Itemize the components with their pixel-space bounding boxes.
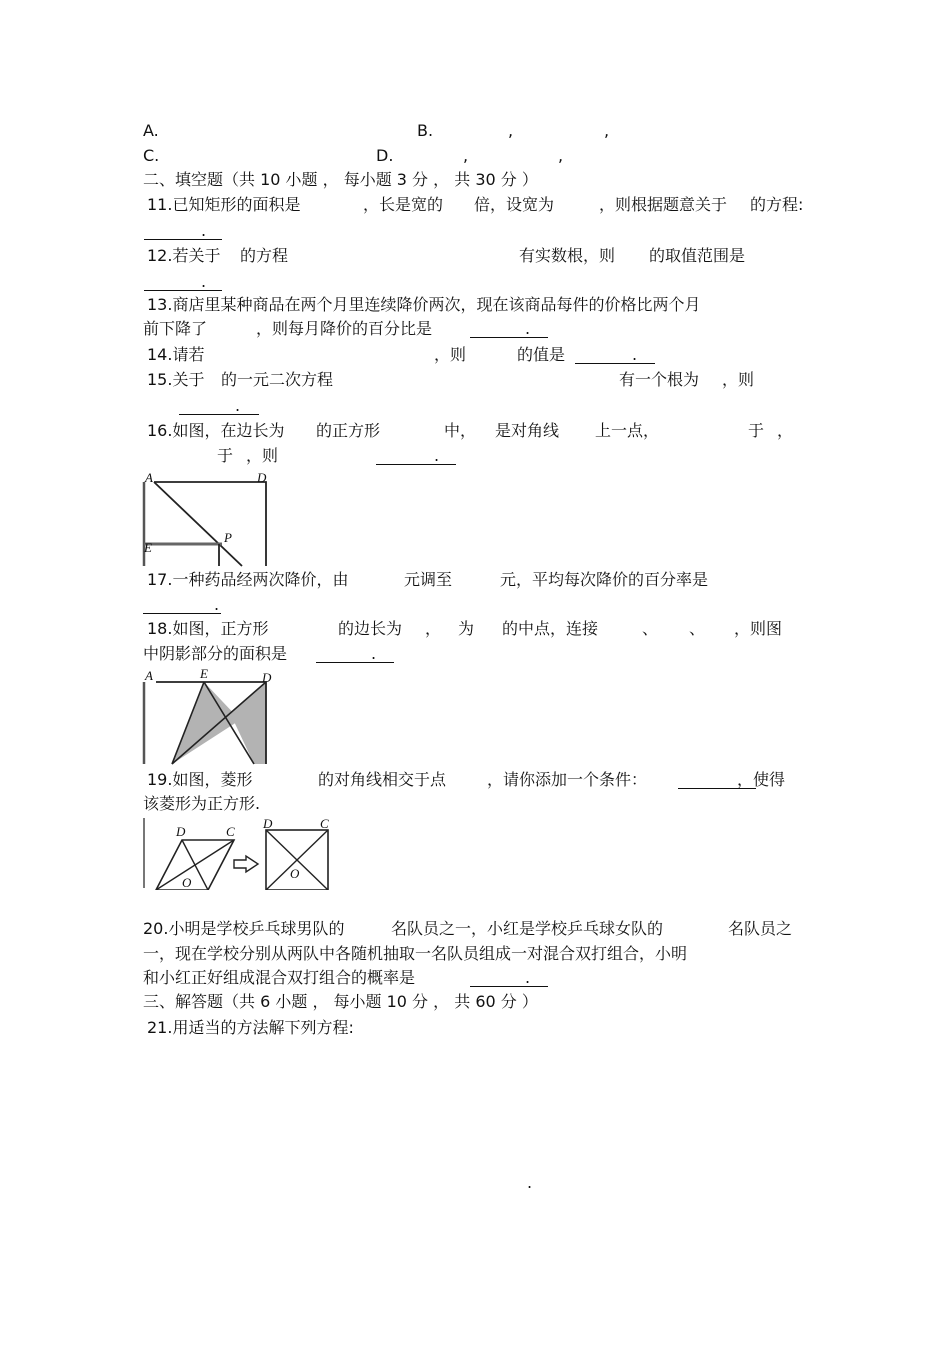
q19-text-3: ，请你添加一个条件：: [487, 770, 648, 789]
q17-blank-dot: .: [214, 595, 220, 614]
q16-text-line-2a: 于: [217, 446, 234, 465]
option-b-label: B.: [417, 121, 434, 140]
q18-text-5: 的中点，连接: [502, 619, 599, 638]
q15-text-3: 有一个根为: [619, 370, 700, 389]
q13-blank-dot: .: [525, 319, 531, 338]
q18-text-2: 的边长为: [338, 619, 403, 638]
q18-text-4: 为: [458, 619, 475, 638]
q20-text-line-2: 一，现在学校分别从两队中各随机抽取一名队员组成一对混合双打组合，小明: [143, 944, 688, 963]
q14-text-1: 14.请若: [147, 345, 205, 364]
q19-figure-label-d-right: D: [263, 816, 273, 831]
q11-text-2: ，长是宽的: [363, 195, 444, 214]
q20-text-line-1a: 20.小明是学校乒乓球男队的: [143, 919, 345, 938]
page-footer-dot: .: [527, 1173, 533, 1192]
q13-text-line-1: 13.商店里某种商品在两个月里连续降价两次，现在该商品每件的价格比两个月: [147, 295, 701, 314]
q16-text-1: 16.如图，在边长为: [147, 421, 285, 440]
q13-text-line-2b: ，则每月降价的百分比是: [256, 319, 433, 338]
option-c-label: C.: [143, 146, 160, 165]
q20-blank-dot: .: [525, 968, 531, 987]
q18-text-1: 18.如图，正方形: [147, 619, 269, 638]
q11-text-3: 倍，设宽为: [474, 195, 555, 214]
q14-blank-dot: .: [632, 345, 638, 364]
option-d-comma-1: ,: [463, 146, 469, 165]
section-heading-fill-in: 二、填空题（共 10 小题 ， 每小题 3 分 ， 共 30 分 ）: [143, 170, 538, 189]
q12-text-3: 有实数根，则: [519, 246, 616, 265]
q11-text-4: ，则根据题意关于: [599, 195, 728, 214]
q11-blank-dot: .: [201, 221, 207, 240]
q16-text-5: 上一点，: [595, 421, 660, 440]
q18-figure-label-d: D: [262, 670, 272, 685]
q17-text-2: 元调至: [404, 570, 453, 589]
q19-figure-rhombus-to-square: [142, 816, 332, 890]
q17-text-3: 元，平均每次降价的百分率是: [500, 570, 709, 589]
q20-text-line-1c: 名队员之: [728, 919, 793, 938]
q15-text-4: ，则: [722, 370, 755, 389]
q16-blank-dot: .: [434, 446, 440, 465]
q12-blank-dot: .: [201, 272, 207, 291]
q18-blank-dot: .: [371, 644, 377, 663]
q16-text-4: 是对角线: [495, 421, 560, 440]
q14-text-3: 的值是: [517, 345, 566, 364]
q12-text-2: 的方程: [240, 246, 289, 265]
section-heading-solutions: 三、解答题（共 6 小题 ， 每小题 10 分 ， 共 60 分 ）: [143, 992, 538, 1011]
q14-text-2: ，则: [434, 345, 467, 364]
q19-text-line-2: 该菱形为正方形.: [143, 794, 261, 813]
option-d-comma-2: ,: [558, 146, 564, 165]
q19-figure-label-d-left: D: [176, 824, 186, 839]
q16-figure-label-p: P: [224, 530, 232, 545]
q11-text-5: 的方程:: [750, 195, 804, 214]
q16-text-6: 于: [748, 421, 765, 440]
q20-answer-blank[interactable]: [470, 968, 548, 987]
q18-text-line-2: 中阴影部分的面积是: [143, 644, 288, 663]
q15-text-1: 15.关于: [147, 370, 205, 389]
q18-text-7: 、: [689, 619, 706, 638]
q16-answer-blank[interactable]: [376, 446, 456, 465]
q17-text-1: 17.一种药品经两次降价，由: [147, 570, 349, 589]
q12-text-4: 的取值范围是: [649, 246, 746, 265]
q13-answer-blank[interactable]: [470, 319, 548, 338]
q19-text-4: ，使得: [737, 770, 786, 789]
q16-text-line-2b: ，则: [246, 446, 279, 465]
q15-blank-dot: .: [235, 396, 241, 415]
q18-text-3: ，: [425, 619, 442, 638]
q19-text-2: 的对角线相交于点: [318, 770, 447, 789]
q16-figure-square-diagonal: [142, 470, 272, 568]
q19-figure-label-o-right: O: [290, 866, 300, 881]
option-a-label: A.: [143, 121, 159, 140]
q12-answer-blank[interactable]: [144, 272, 222, 291]
option-b-comma-1: ,: [508, 121, 514, 140]
q12-text-1: 12.若关于: [147, 246, 221, 265]
q13-text-line-2a: 前下降了: [143, 319, 208, 338]
q18-figure-label-e: E: [200, 668, 208, 681]
q21-text: 21.用适当的方法解下列方程:: [147, 1018, 354, 1037]
q15-text-2: 的一元二次方程: [221, 370, 334, 389]
q19-figure-label-o-left: O: [182, 875, 192, 890]
q16-figure-label-e: E: [144, 540, 152, 555]
q19-figure-label-c-left: C: [226, 824, 235, 839]
q18-text-8: ，则图: [734, 619, 783, 638]
option-b-comma-2: ,: [604, 121, 610, 140]
q15-answer-blank[interactable]: [179, 396, 259, 415]
q20-text-line-3: 和小红正好组成混合双打组合的概率是: [143, 968, 416, 987]
q11-text-1: 11.已知矩形的面积是: [147, 195, 301, 214]
q16-figure-background: [142, 470, 272, 568]
q16-figure-label-a: A: [145, 470, 153, 485]
q19-figure-label-c-right: C: [320, 816, 329, 831]
q16-figure-label-d: D: [257, 470, 267, 485]
q17-answer-blank[interactable]: [143, 595, 221, 614]
q16-text-3: 中，: [444, 421, 477, 440]
q18-figure-label-a: A: [145, 668, 153, 683]
q16-text-7: ，: [777, 421, 794, 440]
q14-answer-blank[interactable]: [575, 345, 655, 364]
q11-answer-blank[interactable]: [144, 221, 222, 240]
q20-text-line-1b: 名队员之一，小红是学校乒乓球女队的: [391, 919, 664, 938]
q18-figure-square-shaded: [142, 668, 274, 766]
q18-text-6: 、: [642, 619, 659, 638]
q16-text-2: 的正方形: [316, 421, 381, 440]
option-d-label: D.: [376, 146, 394, 165]
q19-text-1: 19.如图，菱形: [147, 770, 253, 789]
q18-answer-blank[interactable]: [316, 644, 394, 663]
